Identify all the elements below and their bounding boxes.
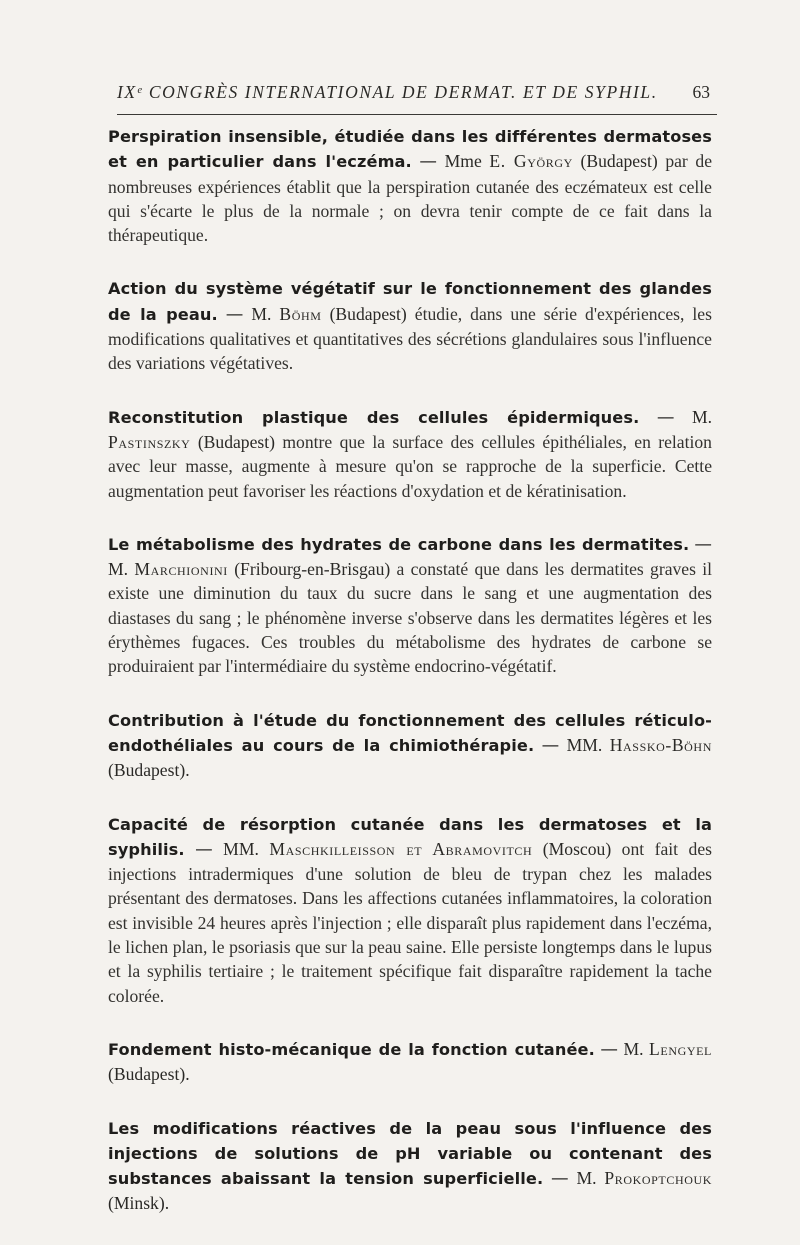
author-name: E. György bbox=[489, 151, 573, 172]
abstract-title: Capacité de résorption cutanée dans les dermatoses et la syphilis. bbox=[108, 814, 712, 859]
abstract-2: Reconstitution plastique des cellules épidermiques. — M. Pastinszky (Budapest) montre que la surface des cellules épithéliales, en relation avec leur masse, augmente à mesure qu'on se rapproche de la superficie. Cette augmentation peut favoriser les réactions d'oxydation et de kératinisation. bbox=[108, 406, 712, 501]
abstract-text: montre que la surface des cellules épithéliales, en relation avec leur masse, augmente à mesure qu'on se rapproche de la superficie. Cette augmentation peut favoriser les réactions d'oxydation et de kératinisation. bbox=[108, 431, 712, 501]
author-name: Lengyel bbox=[649, 1038, 712, 1059]
running-title: IXᵉ CONGRÈS INTERNATIONAL DE DERMAT. ET DE SYPHIL. bbox=[117, 82, 658, 102]
abstract-7: Les modifications réactives de la peau sous l'influence des injections de solutions de pH variable ou contenant des substances abaissant la tension superficielle. — M. Prokoptchouk (Minsk). bbox=[108, 1118, 713, 1214]
author-location: (Budapest). bbox=[108, 1064, 190, 1085]
abstract-title: Reconstitution plastique des cellules épidermiques. bbox=[108, 407, 640, 427]
author-name: Marchionini bbox=[134, 559, 228, 580]
author-prefix: M. bbox=[691, 406, 712, 427]
abstract-text: ont fait des injections intradermiques d'une solution de bleu de trypan chez les malades présentant des dermatoses. Dans les affections cutanées inflammatoires, la coloration est invisible 24 heures après l'injection ; elle disparaît plus rapidement dans l'eczéma, le lichen plan, le psoriasis que sur la peau saine. Elle persiste longtemps dans le lupus et la syphilis tertiaire ; le traitement spécifique fait disparaître rapidement la tache colorée. bbox=[108, 838, 712, 1006]
author-name: Pastinszky bbox=[108, 431, 191, 452]
author-prefix: Mme bbox=[444, 151, 482, 172]
abstract-title: Contribution à l'étude du fonctionnement des cellules réticulo-endothéliales au cours de la chimiothérapie. bbox=[108, 710, 712, 755]
abstract-text: par de nombreuses expériences établit que la perspiration cutanée des eczémateux est celle qui s'écarte le plus de la normale ; on devra tenir compte de ce fait dans la thérapeutique. bbox=[108, 151, 712, 246]
author-name: Hassko-Böhn bbox=[609, 734, 712, 755]
author-prefix: M. bbox=[623, 1038, 644, 1059]
abstract-title: Le métabolisme des hydrates de carbone dans les dermatites. bbox=[108, 534, 690, 554]
author-prefix: M. bbox=[251, 303, 272, 324]
running-head bbox=[117, 82, 710, 103]
abstract-text: étudie, dans une série d'expériences, les modifications qualitatives et quantitatives des sécrétions glandulaires sous l'influence des variations végétatives. bbox=[108, 303, 712, 374]
abstract-1: Action du système végétatif sur le fonctionnement des glandes de la peau. — M. Böhm (Budapest) étudie, dans une série d'expériences, les modifications qualitatives et quantitatives des sécrétions glandulaires sous l'influence des variations végétatives. bbox=[108, 279, 712, 374]
author-location: (Budapest) bbox=[580, 151, 658, 172]
abstract-title: Action du système végétatif sur le fonctionnement des glandes de la peau. bbox=[108, 279, 712, 324]
abstract-title: Fondement histo-mécanique de la fonction cutanée. bbox=[108, 1039, 595, 1059]
abstract-4: Contribution à l'étude du fonctionnement des cellules réticulo-endothéliales au cours de la chimiothérapie. — MM. Hassko-Böhn (Budapest). bbox=[108, 710, 712, 781]
author-prefix: M. bbox=[108, 559, 129, 580]
author-location: (Budapest) bbox=[197, 431, 276, 452]
author-location: (Moscou) bbox=[542, 838, 612, 859]
abstract-5: Capacité de résorption cutanée dans les dermatoses et la syphilis. — MM. Maschkilleisson et Abramovitch (Moscou) ont fait des injections intradermiques d'une solution de bleu de trypan chez les malades présentant des dermatoses. Dans les affections cutanées inflammatoires, la coloration est invisible 24 heures après l'injection ; elle disparaît plus rapidement dans l'eczéma, le lichen plan, le psoriasis que sur la peau saine. Elle persiste longtemps dans le lupus et la syphilis tertiaire ; le traitement spécifique fait disparaître rapidement la tache colorée. bbox=[108, 814, 712, 1006]
abstract-3: Le métabolisme des hydrates de carbone dans les dermatites. — M. Marchionini (Fribourg-en-Brisgau) a constaté que dans les dermatites graves il existe une diminution du taux du sucre dans le sang et une augmentation des diastases du sang ; le phénomène inverse s'observe dans les dermatites légères et les érythèmes fugaces. Ces troubles du métabolisme des hydrates de carbone se produiraient par l'intermédiaire du système endocrino-végétatif. bbox=[108, 534, 713, 677]
abstract-0: Perspiration insensible, étudiée dans les différentes dermatoses et en particulier dans l'eczéma. — Mme E. György (Budapest) par de nombreuses expériences établit que la perspiration cutanée des eczémateux est celle qui s'écarte le plus de la normale ; on devra tenir compte de ce fait dans la thérapeutique. bbox=[108, 127, 712, 246]
author-prefix: MM. bbox=[566, 734, 603, 755]
abstract-text: a constaté que dans les dermatites graves il existe une diminution du taux du sucre dans le sang et une augmentation des diastases du sang ; le phénomène inverse s'observe dans les dermatites légères et les érythèmes fugaces. Ces troubles du métabolisme des hydrates de carbone se produiraient par l'intermédiaire du système endocrino-végétatif. bbox=[108, 559, 713, 677]
author-location: (Budapest). bbox=[108, 760, 190, 781]
author-name: Prokoptchouk bbox=[604, 1168, 713, 1189]
abstract-title: Perspiration insensible, étudiée dans les différentes dermatoses et en particulier dans l'eczéma. bbox=[108, 127, 712, 172]
header-rule bbox=[117, 114, 717, 115]
author-location: (Budapest) bbox=[329, 303, 407, 324]
abstracts-list bbox=[108, 124, 712, 1245]
abstract-6: Fondement histo-mécanique de la fonction cutanée. — M. Lengyel (Budapest). bbox=[108, 1038, 712, 1085]
author-name: Maschkilleisson et Abramovitch bbox=[269, 838, 533, 859]
page-number: 63 bbox=[692, 82, 710, 102]
abstract-title: Les modifications réactives de la peau sous l'influence des injections de solutions de pH variable ou contenant des substances abaissant la tension superficielle. bbox=[108, 1118, 712, 1189]
author-name: Böhm bbox=[279, 303, 322, 324]
author-prefix: M. bbox=[576, 1168, 597, 1189]
author-prefix: MM. bbox=[223, 838, 259, 859]
author-location: (Minsk). bbox=[108, 1193, 170, 1214]
author-location: (Fribourg-en-Brisgau) bbox=[234, 559, 391, 580]
